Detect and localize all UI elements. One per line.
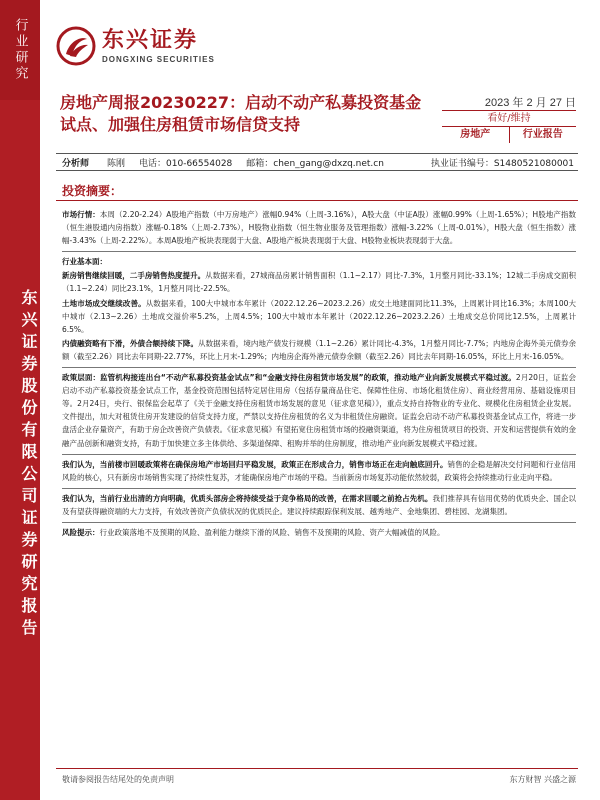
land-text: 从数据来看，100大中城市本年累计（2022.12.26~2023.2.26）成交土地建面同比11.3%，上周累计同比16.3%；本周100大中城市（2.13~2.26）土地成交溢价率5.2%，上周4.5%；100大中城市本年累计（2022.12.26~2023.2.26）土地成交总价同比12.5%，上周累计6.5%。 [62, 298, 576, 334]
divider [62, 522, 576, 523]
sales-text: 从数据来看，27城商品房累计销售面积（1.1~2.17）同比-7.3%，1月整月同比-33.1%；12城二手房成交面积（1.1~2.24）同比23.1%，1月整月同比-22.5%。 [62, 271, 577, 294]
view-text-1: 销售的企稳是解决交付问题和行业信用风险的核心，只有新房市场销售实现了持续性复苏，才能确保房地产市场的平稳。当前新房市场复苏动能依然较弱，政策将会持续推动行业走向平稳。 [62, 459, 577, 482]
land-bold: 土地市场成交继续改善。 [62, 298, 146, 308]
summary-heading: 投资摘要： [62, 184, 123, 198]
report-rating: 看好/维持 [442, 110, 576, 126]
section-divider [56, 200, 578, 201]
brand-logo [56, 24, 215, 68]
summary-body [62, 208, 576, 540]
logo-icon [56, 26, 96, 66]
divider [62, 367, 576, 368]
brand-name-en: DONGXING SECURITIES [102, 54, 215, 64]
sidebar-company: 东兴证券股份有限公司证券研究报告 [0, 100, 40, 800]
analyst-bar [56, 153, 578, 171]
view-paragraph-1 [62, 458, 576, 484]
report-title: 房地产周报20230227：启动不动产私募投资基金试点、加强住房租赁市场信贷支持 [60, 93, 422, 134]
risk-text: 行业政策落地不及预期的风险、盈利能力继续下滑的风险、销售不及预期的风险、资产大幅减值的风险。 [99, 527, 445, 537]
report-date: 2023 年 2 月 27 日 [484, 97, 576, 109]
divider [62, 454, 576, 455]
policy-text: 2月20日，证监会启动不动产私募投资基金试点工作，基金投资范围包括特定居住用房（包括存量商品住宅、保障性住房、市场化租赁住房）、商业经营用房、基础设施项目等。2月24日，央行、银保监会起草了《关于金融支持住房租赁市场发展的意见（征求意见稿）》，重点支持自持物业的专业化、规模化住房租赁企业发展。文件提出，加大对租赁住房开发建设的信贷支持力度，严禁以支持住房租赁的名义为非租赁住房融资。证监会启动不动产私募投资基金试点工作，将进一步盘活企业存量资产，有助于房企改善资产负债表。《征求意见稿》有望拓宽住房租赁市场的投融资渠道，将为住房租赁项目的投资、开发和运营提供有效的金融产品创新和融资支持，有助于加快建立多主体供给、多渠道保障、租购并举的住房制度，推动地产业向新发展模式平稳过渡。 [62, 373, 576, 448]
market-paragraph [62, 208, 576, 247]
analyst-cert: 执业证书编号：S1480521080001 [430, 158, 574, 169]
analyst-name: 陈刚 [107, 158, 126, 169]
risk-label: 风险提示： [62, 527, 100, 537]
view-paragraph-2 [62, 492, 576, 518]
sales-bold: 新房销售继续回暖，二手房销售热度提升。 [62, 271, 206, 281]
analyst-phone: 电话：010-66554028 [139, 158, 233, 169]
debt-bold: 内债融资略有下滑，外债合额持续下降。 [62, 338, 199, 348]
analyst-email[interactable]: 邮箱：chen_gang@dxzq.net.cn [246, 158, 384, 169]
market-text: 本周（2.20-2.24）A股地产指数（中万房地产）涨幅0.94%（上周-3.16%），A股大盘（中证A股）涨幅0.99%（上周-1.65%）；H股地产指数（恒生港股通内房指数）涨幅-0.18%（上周-2.73%），H股物业指数（恒生物业服务及管理指数）涨幅-3.22%（上周-0.01%），H股大盘（恒生指数）涨幅-3.43%（上周-2.22%）。本周A股地产板块表现弱于大盘、A股地产板块表现弱于大盘、H股物业板块表现弱于大盘。 [62, 210, 577, 246]
footer-disclaimer: 敬请参阅报告结尾处的免责声明 [62, 775, 174, 784]
sidebar-category: 行业研究 [0, 0, 40, 100]
market-label: 市场行情： [62, 210, 100, 219]
sidebar [0, 0, 40, 800]
sales-paragraph [62, 269, 576, 295]
view-bold-1: 我们认为，当前楼市回暖政策将在确保房地产市场回归平稳发展，政策正在形成合力，销售市场正在走向触底回升。 [62, 459, 448, 469]
land-paragraph [62, 297, 576, 336]
view-text-2: 我们推荐具有信用优势的优质央企、国企以及有望获得融资端的大力支持，有效改善资产负债状况的优质民企。建议持续跟踪保利发展、越秀地产、金地集团、碧桂园、龙湖集团。 [62, 493, 577, 516]
debt-text: 从数据来看，境内地产债发行规模（1.1~2.26）累计同比-4.3%，1月整月同比-7.7%；内地房企海外美元债券余额（截至2.26）同比去年同期-22.77%，环比上月末-1.29%；内地房企海外港元债券余额（截至2.26）同比去年同期-16.05%，环比上月末-16.05%。 [62, 338, 577, 361]
tag-type: 行业报告 [509, 127, 577, 143]
policy-paragraph [62, 371, 576, 450]
policy-bold: 政策层面：监管机构接连出台“不动产私募投资基金试点”和“金融支持住房租赁市场发展”的政策，推动地产业向新发展模式平稳过渡。 [62, 373, 516, 383]
basics-label: 行业基本面： [62, 257, 107, 267]
view-bold-2: 我们认为，当前行业出清的方向明确，优质头部房企将持续受益于竞争格局的改善，在需求回暖之前抢占先机。 [62, 493, 433, 503]
risk-paragraph [62, 526, 576, 539]
report-tags [442, 126, 576, 143]
debt-paragraph [62, 337, 576, 363]
divider [62, 251, 576, 252]
divider [62, 488, 576, 489]
footer-divider [56, 768, 578, 769]
basics-paragraph [62, 255, 576, 268]
footer-slogan: 东方财智 兴盛之源 [509, 775, 576, 784]
analyst-label: 分析师 [62, 158, 90, 169]
tag-industry: 房地产 [460, 129, 491, 140]
brand-name-cn: 东兴证券 [102, 27, 199, 53]
